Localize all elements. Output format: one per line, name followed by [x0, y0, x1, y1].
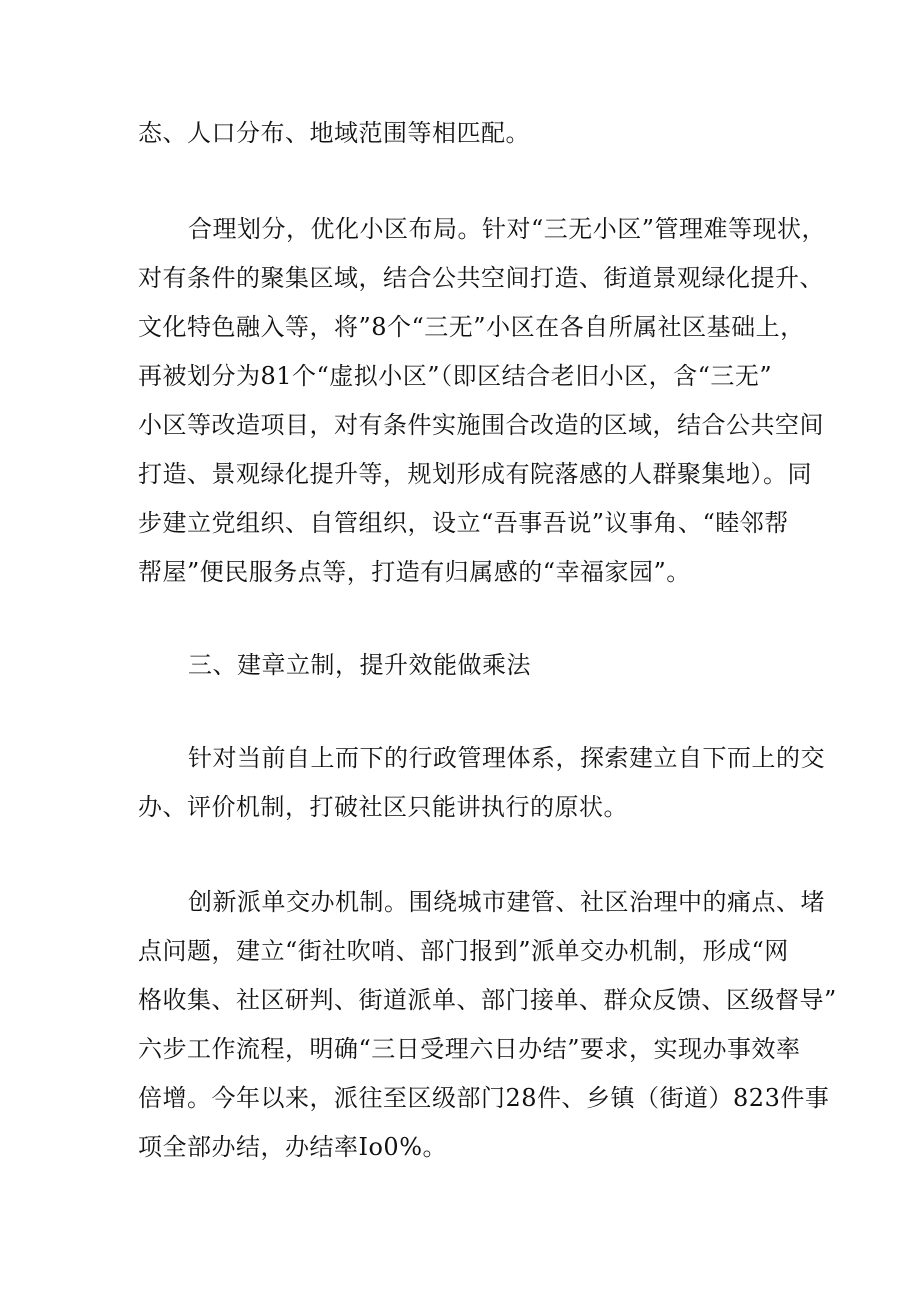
section-heading: 三、建章立制，提升效能做乘法 — [188, 651, 531, 679]
paragraph-line: 步建立党组织、自管组织，设立“吾事吾说”议事角、“睦邻帮 — [138, 509, 789, 537]
paragraph-line: 点问题，建立“街社吹哨、部门报到”派单交办机制，形成“网 — [138, 937, 789, 965]
paragraph-line: 针对当前自上而下的行政管理体系，探索建立自下而上的交 — [188, 744, 825, 772]
paragraph-line: 办、评价机制，打破社区只能讲执行的原状。 — [138, 793, 628, 821]
paragraph-line: 六步工作流程，明确“三日受理六日办结”要求，实现办事效率 — [138, 1035, 801, 1063]
paragraph-line: 格收集、社区研判、街道派单、部门接单、群众反馈、区级督导” — [138, 986, 837, 1014]
paragraph-line: 再被划分为81个“虚拟小区”（即区结合老旧小区，含“三无” — [138, 362, 773, 390]
paragraph-line: 文化特色融入等，将”8个“三无”小区在各自所属社区基础上， — [138, 313, 805, 341]
paragraph-line: 项全部办结，办结率Io0%。 — [138, 1133, 448, 1161]
paragraph-line: 小区等改造项目，对有条件实施围合改造的区域，结合公共空间 — [138, 411, 824, 439]
paragraph-line: 打造、景观绿化提升等，规划形成有院落感的人群聚集地）。同 — [138, 460, 812, 488]
paragraph-line: 创新派单交办机制。围绕城市建管、社区治理中的痛点、堵 — [188, 888, 825, 916]
paragraph-line: 帮屋”便民服务点等，打造有归属感的“幸福家园”。 — [138, 558, 691, 586]
paragraph-line: 合理划分，优化小区布局。针对“三无小区”管理难等现状， — [188, 215, 827, 243]
paragraph-line: 对有条件的聚集区域，结合公共空间打造、街道景观绿化提升、 — [138, 264, 824, 292]
paragraph-line: 倍增。今年以来，派往至区级部门28件、乡镇（街道）823件事 — [138, 1084, 830, 1112]
paragraph-line: 态、人口分布、地域范围等相匹配。 — [138, 119, 530, 147]
